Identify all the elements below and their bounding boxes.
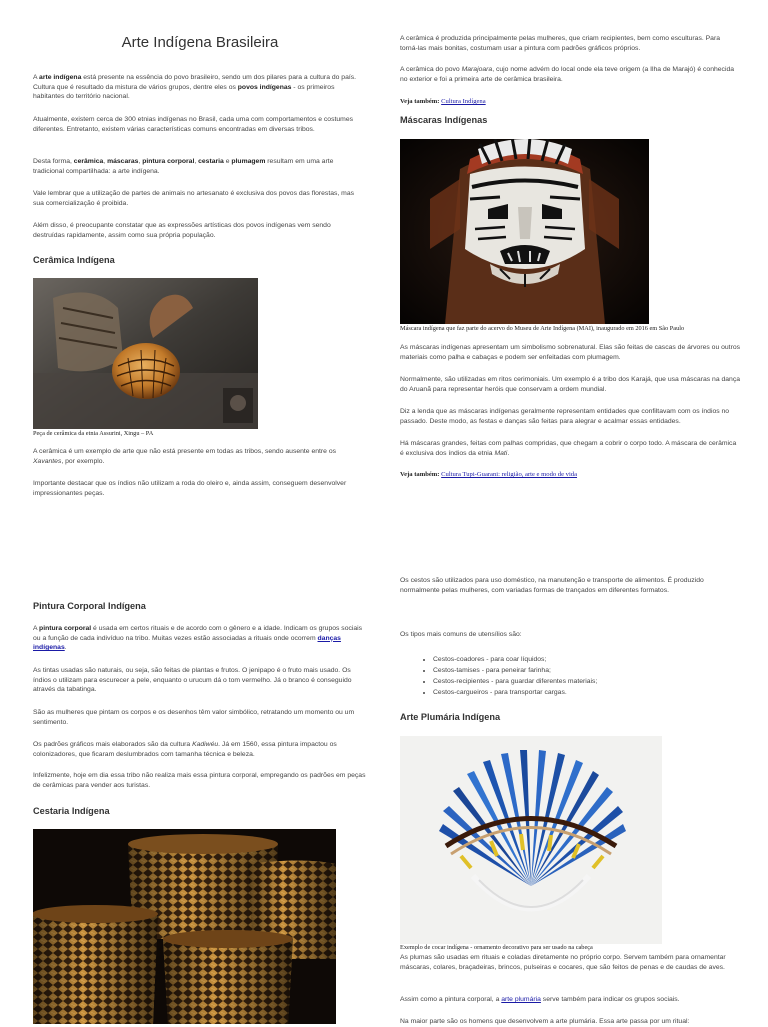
ceramica-paragraph-1: A cerâmica é um exemplo de arte que não está presente em todas as tribos, sendo ausente entre os Xavantes, por exemplo. bbox=[33, 448, 337, 465]
dancas-indigenas-link[interactable]: danças indígenas bbox=[33, 634, 341, 652]
intro-paragraph-4: Vale lembrar que a utilização de partes de animais no artesanato é exclusiva dos povos das florestas, mas sua comercialização é proibida. bbox=[33, 190, 355, 207]
ceramica-paragraph-4: A cerâmica do povo Marajoara, cujo nome advém do local onde ela teve origem (a Ilha de Marajó) é conhecida no exterior e foi a primeira arte de cerâmica brasileira. bbox=[400, 66, 735, 83]
see-also-2: Veja também: Cultura Tupi-Guarani: religião, arte e modo de vida bbox=[400, 471, 578, 478]
see-also-link-cultura-indigena[interactable]: Cultura Indígena bbox=[441, 98, 486, 105]
mascaras-paragraph-2: Normalmente, são utilizadas em ritos cerimoniais. Um exemplo é a tribo dos Karajá, que usa máscaras na dança do Aruanã para representar heróis que conservam a ordem mundial. bbox=[400, 376, 741, 393]
cestos-paragraph-2: Os tipos mais comuns de utensílios são: bbox=[400, 631, 522, 638]
mascaras-heading: Máscaras Indígenas bbox=[400, 115, 488, 125]
list-item: • Cestos-cargueiros - para transportar cargas. bbox=[433, 687, 763, 698]
plumaria-caption: Exemplo de cocar indígena - ornamento decorativo para ser usado na cabeça bbox=[400, 944, 593, 951]
ceramic-pot-photo bbox=[33, 278, 258, 429]
plumaria-paragraph-3: Na maior parte são os homens que desenvolvem a arte plumária. Essa arte passa por um ritual: bbox=[400, 1018, 690, 1025]
intro-paragraph-5: Além disso, é preocupante constatar que as expressões artísticas dos povos indígenas vem sendo destruídas rapidamente, assim como sua própria população. bbox=[33, 222, 331, 239]
mask-photo bbox=[400, 139, 649, 324]
intro-paragraph-2: Atualmente, existem cerca de 300 etnias indígenas no Brasil, cada uma com comportamentos e costumes diferentes. Entretanto, existem várias características comuns encontradas em diversas tribos. bbox=[33, 116, 353, 133]
pintura-paragraph-4: Os padrões gráficos mais elaborados são da cultura Kadiwéu. Já em 1560, essa pintura impactou os colonizadores, que ficaram deslumbrados com tamanha técnica e beleza. bbox=[33, 741, 337, 758]
see-also-1: Veja também: Cultura Indígena bbox=[400, 98, 486, 105]
cestos-list bbox=[407, 654, 763, 698]
baskets-photo bbox=[33, 829, 336, 1024]
pintura-paragraph-5: Infelizmente, hoje em dia essa tribo não realiza mais essa pintura corporal, empregando os padrões em peças de cerâmicas para vender aos turistas. bbox=[33, 772, 366, 789]
ceramica-paragraph-2: Importante destacar que os índios não utilizam a roda do oleiro e, ainda assim, conseguem desenvolver impressionantes peças. bbox=[33, 480, 347, 497]
ceramica-paragraph-3: A cerâmica é produzida principalmente pelas mulheres, que criam recipientes, bem como esculturas. Para torná-las mais bonitas, costumam usar a pintura com padrões gráficos próprios. bbox=[400, 35, 720, 52]
pintura-heading: Pintura Corporal Indígena bbox=[33, 601, 146, 611]
pintura-paragraph-1: A pintura corporal é usada em certos rituais e de acordo com o gênero e a idade. Indicam os grupos sociais ou a função de cada indivíduo na tribo. Muitas vezes estão associadas a rituais onde ocorrem danças indígenas. bbox=[33, 625, 363, 652]
mascaras-paragraph-3: Diz a lenda que as máscaras indígenas geralmente representam entidades que confiltavam com os índios no passado. Deste modo, as festas e danças são feitas para alegrar e acalmar essas entidades. bbox=[400, 408, 730, 425]
see-also-link-tupi-guarani[interactable]: Cultura Tupi-Guarani: religião, arte e modo de vida bbox=[441, 471, 578, 478]
page-title: Arte Indígena Brasileira bbox=[121, 34, 279, 51]
plumaria-paragraph-1: As plumas são usadas em rituais e coladas diretamente no próprio corpo. Servem também para ornamentar máscaras, colares, braçadeiras, brincos, pulseiras e cocares, que são feitos de penas e de caudas de aves. bbox=[400, 954, 726, 971]
headdress-photo bbox=[400, 736, 662, 944]
pintura-paragraph-2: As tintas usadas são naturais, ou seja, são feitas de plantas e frutos. O jenipapo é o fruto mais usado. Os índios o utilizam para escurecer a pele, enquanto o urucum dá o tom vermelho. Já o branco é conseguido através da tabatinga. bbox=[33, 667, 352, 694]
ceramica-heading: Cerâmica Indígena bbox=[33, 255, 115, 265]
intro-paragraph-1: A arte indígena está presente na essência do povo brasileiro, sendo um dos pilares para a cultura do país. Cultura que é resultado da mistura de vários grupos, dentre eles os povos indígenas - os primeiros habitantes do território nacional. bbox=[33, 74, 357, 101]
pintura-paragraph-3: São as mulheres que pintam os corpos e os desenhos têm valor simbólico, retratando um momento ou um sentimento. bbox=[33, 709, 355, 726]
arte-plumaria-link[interactable]: arte plumária bbox=[501, 996, 541, 1003]
plumaria-heading: Arte Plumária Indígena bbox=[400, 712, 501, 722]
mascaras-caption: Máscara indígena que faz parte do acervo do Museu de Arte Indígena (MAI), inaugurado em 2016 em São Paulo bbox=[400, 325, 685, 332]
intro-paragraph-3: Desta forma, cerâmica, máscaras, pintura corporal, cestaria e plumagem resultam em uma arte tradicional compartilhada: a arte indígena. bbox=[33, 158, 334, 175]
list-item: • Cestos-recipientes - para guardar diferentes materiais; bbox=[433, 676, 763, 687]
cestaria-heading: Cestaria Indígena bbox=[33, 806, 110, 816]
mascaras-paragraph-1: As máscaras indígenas apresentam um simbolismo sobrenatural. Elas são feitas de cascas de árvores ou outros materiais como palha e cabaças e podem ser enfeitadas com plumagem. bbox=[400, 344, 741, 361]
ceramica-caption: Peça de cerâmica da etnia Assurini, Xingu – PA bbox=[33, 430, 154, 437]
mascaras-paragraph-4: Há máscaras grandes, feitas com palhas compridas, que chegam a cobrir o corpo todo. A máscara de cerâmica é exclusiva dos índios da etnia Mati. bbox=[400, 440, 737, 457]
list-item: • Cestos-tamises - para peneirar farinha; bbox=[433, 665, 763, 676]
list-item: • Cestos-coadores - para coar líquidos; bbox=[433, 654, 763, 665]
plumaria-paragraph-2: Assim como a pintura corporal, a arte plumária serve também para indicar os grupos sociais. bbox=[400, 996, 680, 1003]
cestos-paragraph-1: Os cestos são utilizados para uso doméstico, na manutenção e transporte de alimentos. É produzido normalmente pelas mulheres, com variadas formas de trançados em diferentes formatos. bbox=[400, 577, 704, 594]
